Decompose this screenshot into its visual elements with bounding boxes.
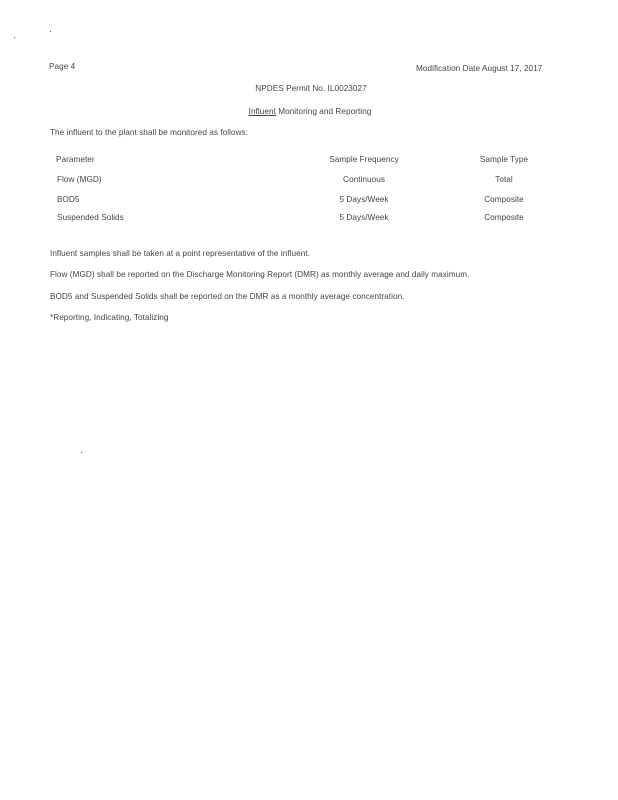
table-cell-frequency: Continuous <box>343 175 385 184</box>
note-flow-reporting: Flow (MGD) shall be reported on the Discharge Monitoring Report (DMR) as monthly average and daily maximum. <box>50 270 470 279</box>
section-heading <box>249 107 372 117</box>
table-cell-type: Composite <box>484 195 524 204</box>
table-cell-frequency: 5 Days/Week <box>339 213 389 222</box>
column-header-type: Sample Type <box>479 155 529 164</box>
column-header-parameter: Parameter <box>56 155 95 164</box>
scan-speck <box>81 452 82 453</box>
note-bod-ss-reporting: BOD5 and Suspended Solids shall be reported on the DMR as a monthly average concentration. <box>50 292 405 301</box>
section-heading-rest: Monitoring and Reporting <box>275 107 372 116</box>
permit-number: NPDES Permit No. IL0023027 <box>255 84 367 93</box>
page-number: Page 4 <box>49 62 76 71</box>
footnote-rit: *Reporting, Indicating, Totalizing <box>50 313 169 322</box>
intro-text: The influent to the plant shall be monitored as follows: <box>50 128 249 137</box>
modification-date: Modification Date August 17, 2017 <box>416 64 543 73</box>
table-cell-frequency: 5 Days/Week <box>339 195 389 204</box>
table-cell-parameter: BOD5 <box>57 195 80 204</box>
table-cell-parameter: Flow (MGD) <box>57 175 102 184</box>
scan-speck <box>14 37 15 38</box>
section-heading-underlined: Influent <box>248 107 276 116</box>
table-cell-type: Total <box>495 175 513 184</box>
scan-speck <box>50 31 51 32</box>
column-header-frequency: Sample Frequency <box>329 155 399 164</box>
table-cell-type: Composite <box>484 213 524 222</box>
table-cell-parameter: Suspended Solids <box>57 213 124 222</box>
note-sampling-point: Influent samples shall be taken at a point representative of the influent. <box>50 249 310 258</box>
